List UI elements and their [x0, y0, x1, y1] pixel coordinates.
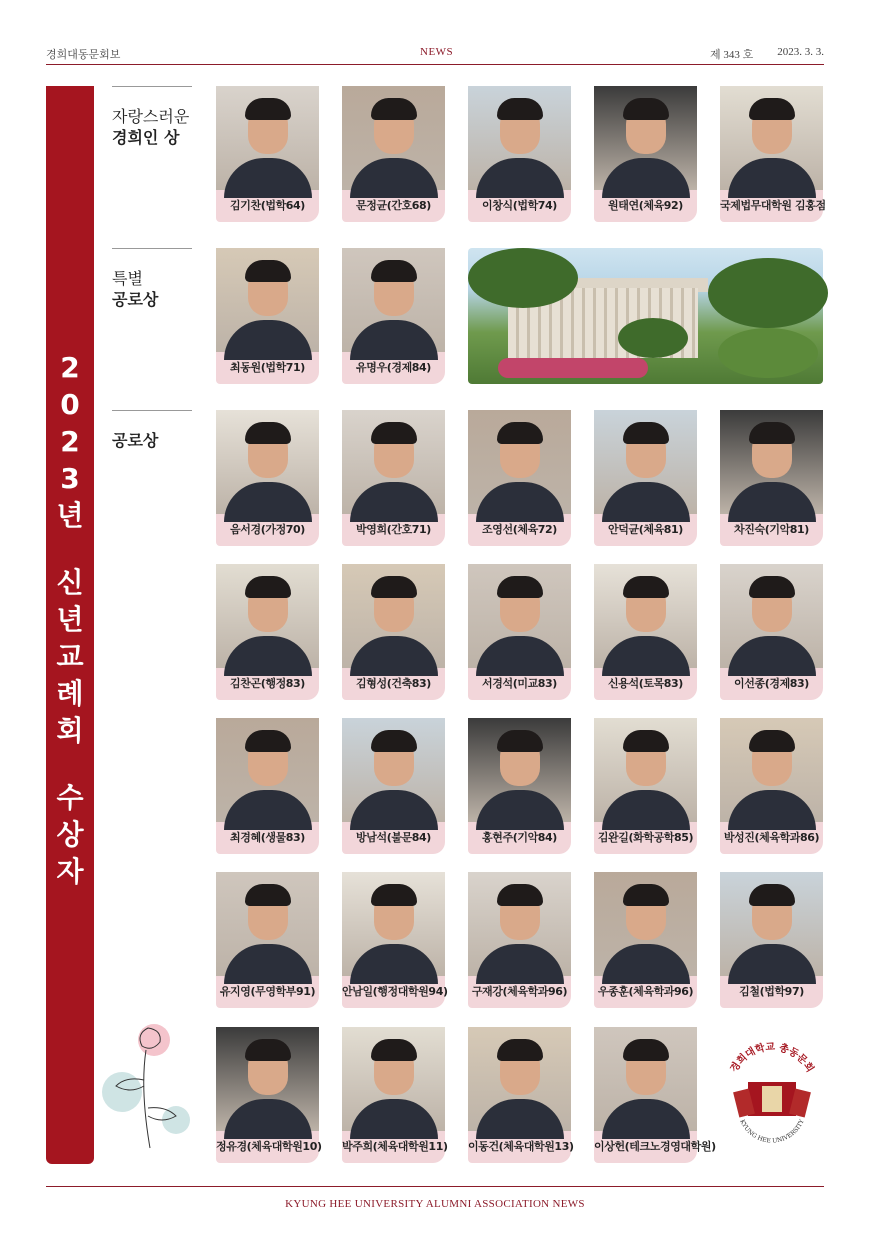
portrait-photo	[720, 718, 823, 822]
portrait-body	[476, 790, 564, 830]
portrait-hair	[623, 98, 669, 120]
portrait-body	[476, 636, 564, 676]
awardee-card	[468, 410, 571, 546]
issue-date: 2023. 3. 3.	[777, 46, 824, 58]
awardee-name: 유지영(무영학부91)	[219, 985, 316, 998]
awardee-name: 홍현주(기악84)	[482, 831, 557, 844]
awardee-name: 김기찬(법학64)	[230, 199, 305, 212]
portrait-hair	[245, 884, 291, 906]
title-char: 2	[60, 351, 80, 384]
awardee-card	[342, 248, 445, 384]
awardee-card	[720, 410, 823, 546]
awardee-name: 이동건(체육대학원13)	[468, 1140, 574, 1153]
portrait-body	[224, 636, 312, 676]
portrait-body	[476, 944, 564, 984]
portrait-body	[350, 944, 438, 984]
section-title-line2: 공로상	[112, 431, 159, 450]
portrait-photo	[720, 86, 823, 190]
portrait-body	[350, 482, 438, 522]
portrait-body	[224, 158, 312, 198]
awardee-card	[594, 564, 697, 700]
awardee-card	[342, 86, 445, 222]
awardee-card	[720, 564, 823, 700]
title-char: 례	[56, 677, 84, 710]
awardee-card	[342, 410, 445, 546]
portrait-photo	[594, 410, 697, 514]
title-char: 3	[60, 462, 80, 495]
section-divider	[112, 248, 192, 249]
portrait-photo	[594, 564, 697, 668]
title-char: 자	[56, 855, 84, 888]
awardee-card	[342, 872, 448, 1008]
section-divider	[112, 410, 192, 411]
title-char: 수	[56, 781, 84, 814]
portrait-photo	[594, 872, 697, 976]
awardee-card	[594, 872, 697, 1008]
awardee-name: 정유경(체육대학원10)	[216, 1140, 322, 1153]
portrait-hair	[749, 884, 795, 906]
portrait-hair	[497, 98, 543, 120]
awardee-name: 이선종(경제83)	[734, 677, 809, 690]
portrait-hair	[245, 730, 291, 752]
portrait-photo	[216, 410, 319, 514]
portrait-hair	[497, 576, 543, 598]
awardee-card	[342, 718, 445, 854]
awardee-name: 조영선(체육72)	[482, 523, 557, 536]
portrait-body	[224, 482, 312, 522]
portrait-hair	[623, 422, 669, 444]
portrait-photo	[342, 86, 445, 190]
awardee-card	[594, 86, 697, 222]
portrait-hair	[497, 884, 543, 906]
portrait-hair	[623, 884, 669, 906]
portrait-hair	[497, 422, 543, 444]
awardee-card	[468, 86, 571, 222]
awardee-card	[468, 1027, 574, 1163]
awardee-name: 방남석(불문84)	[356, 831, 431, 844]
tree	[708, 258, 828, 328]
tree	[468, 248, 578, 308]
title-char: 년	[56, 603, 84, 636]
section-label-proud	[112, 106, 189, 148]
portrait-body	[224, 944, 312, 984]
portrait-body	[350, 1099, 438, 1139]
portrait-photo	[216, 872, 319, 976]
portrait-photo	[342, 718, 445, 822]
awardee-card	[216, 1027, 322, 1163]
portrait-photo	[216, 248, 319, 352]
awardee-name: 안덕균(체육81)	[608, 523, 683, 536]
title-gap	[46, 748, 94, 778]
title-char: 2	[60, 425, 80, 458]
portrait-body	[728, 790, 816, 830]
portrait-hair	[623, 730, 669, 752]
portrait-hair	[749, 98, 795, 120]
awardee-name: 김형성(건축83)	[356, 677, 431, 690]
awardee-card	[720, 86, 826, 222]
awardee-name: 국제법무대학원 김홍점	[720, 199, 826, 212]
awardee-name: 구재강(체육학과96)	[471, 985, 568, 998]
awardee-card	[594, 410, 697, 546]
portrait-hair	[245, 422, 291, 444]
portrait-photo	[468, 718, 571, 822]
publication-name: 경희대동문회보	[46, 48, 121, 61]
issue-number: 제 343 호	[710, 49, 754, 61]
portrait-photo	[594, 86, 697, 190]
portrait-body	[728, 944, 816, 984]
portrait-body	[476, 482, 564, 522]
awardee-name: 문정균(간호68)	[356, 199, 431, 212]
rose-illustration	[96, 1020, 196, 1150]
svg-text:KYUNG HEE UNIVERSITY: KYUNG HEE UNIVERSITY	[738, 1118, 806, 1145]
awardee-name: 박성진(체육학과86)	[723, 831, 820, 844]
portrait-hair	[371, 1039, 417, 1061]
portrait-hair	[749, 576, 795, 598]
title-char: 년	[56, 499, 84, 532]
portrait-body	[602, 944, 690, 984]
portrait-hair	[245, 1039, 291, 1061]
awardee-name: 김완길(화학공학85)	[597, 831, 694, 844]
portrait-body	[350, 320, 438, 360]
awardee-name: 김철(법학97)	[739, 985, 804, 998]
page-header	[46, 44, 824, 66]
awardee-name: 최경혜(생물83)	[230, 831, 305, 844]
portrait-photo	[216, 718, 319, 822]
portrait-photo	[468, 410, 571, 514]
portrait-body	[350, 636, 438, 676]
portrait-hair	[245, 260, 291, 282]
portrait-body	[728, 636, 816, 676]
tree	[718, 328, 818, 378]
portrait-hair	[497, 730, 543, 752]
awardee-name: 우종훈(체육학과96)	[597, 985, 694, 998]
awardee-name: 차진숙(기악81)	[734, 523, 809, 536]
portrait-hair	[497, 1039, 543, 1061]
portrait-photo	[216, 1027, 319, 1131]
portrait-hair	[371, 730, 417, 752]
portrait-photo	[216, 86, 319, 190]
awardee-card	[216, 872, 319, 1008]
section-title-line1: 특별	[112, 269, 143, 288]
portrait-body	[476, 158, 564, 198]
portrait-body	[350, 158, 438, 198]
awardee-name: 김찬곤(행정83)	[230, 677, 305, 690]
portrait-hair	[245, 98, 291, 120]
footer-divider	[46, 1186, 824, 1187]
portrait-body	[602, 636, 690, 676]
awardee-name: 박영희(간호71)	[356, 523, 431, 536]
portrait-photo	[342, 872, 445, 976]
awardee-name: 신용석(토목83)	[608, 677, 683, 690]
portrait-photo	[594, 718, 697, 822]
section-title-line2: 경희인 상	[112, 128, 180, 147]
title-char: 회	[56, 714, 84, 747]
awardee-card	[468, 872, 571, 1008]
awardee-name: 이상헌(테크노경영대학원)	[594, 1140, 716, 1153]
portrait-photo	[216, 564, 319, 668]
portrait-body	[224, 1099, 312, 1139]
awardee-card	[216, 564, 319, 700]
section-label: NEWS	[420, 46, 454, 58]
portrait-hair	[245, 576, 291, 598]
tree	[618, 318, 688, 358]
title-char: 0	[60, 388, 80, 421]
portrait-hair	[371, 884, 417, 906]
awardee-name: 최동원(법학71)	[230, 361, 305, 374]
awardee-name: 음서경(가정70)	[230, 523, 305, 536]
awardee-card	[216, 86, 319, 222]
awardee-name: 안남일(행정대학원94)	[342, 985, 448, 998]
portrait-photo	[468, 872, 571, 976]
awardee-card	[216, 410, 319, 546]
section-title-line1: 자랑스러운	[112, 107, 190, 126]
portrait-body	[602, 482, 690, 522]
portrait-body	[728, 482, 816, 522]
awardee-name: 서경석(미교83)	[482, 677, 557, 690]
portrait-body	[224, 320, 312, 360]
awardee-card	[594, 1027, 716, 1163]
vertical-title	[46, 348, 94, 889]
sidebar-banner	[46, 86, 94, 1164]
portrait-photo	[468, 564, 571, 668]
portrait-photo	[468, 86, 571, 190]
portrait-hair	[371, 422, 417, 444]
awardee-card	[468, 564, 571, 700]
portrait-photo	[594, 1027, 697, 1131]
portrait-photo	[720, 410, 823, 514]
title-char: 상	[56, 818, 84, 851]
portrait-photo	[342, 410, 445, 514]
title-char: 신	[56, 566, 84, 599]
alumni-association-logo	[718, 1040, 826, 1148]
awardee-name: 박주희(체육대학원11)	[342, 1140, 448, 1153]
awardee-card	[342, 1027, 448, 1163]
awardee-name: 이창식(법학74)	[482, 199, 557, 212]
portrait-photo	[342, 1027, 445, 1131]
svg-text:경희대학교 총동문회: 경희대학교 총동문회	[728, 1041, 816, 1075]
campus-photo	[468, 248, 823, 384]
portrait-photo	[720, 872, 823, 976]
footer-text: KYUNG HEE UNIVERSITY ALUMNI ASSOCIATION NEWS	[285, 1198, 585, 1210]
awardee-name: 유명우(경제84)	[356, 361, 431, 374]
portrait-body	[602, 790, 690, 830]
portrait-photo	[342, 564, 445, 668]
portrait-photo	[468, 1027, 571, 1131]
awardee-card	[594, 718, 697, 854]
portrait-body	[602, 1099, 690, 1139]
portrait-body	[350, 790, 438, 830]
flower-bed	[498, 358, 648, 378]
section-label-special	[112, 268, 158, 310]
awardee-card	[216, 718, 319, 854]
title-gap	[46, 533, 94, 563]
section-title-line2: 공로상	[112, 290, 159, 309]
portrait-hair	[623, 576, 669, 598]
portrait-body	[476, 1099, 564, 1139]
awardee-card	[342, 564, 445, 700]
portrait-body	[224, 790, 312, 830]
portrait-hair	[371, 576, 417, 598]
portrait-hair	[371, 260, 417, 282]
section-label-merit	[112, 430, 158, 451]
portrait-hair	[749, 422, 795, 444]
portrait-hair	[623, 1039, 669, 1061]
awardee-name: 원태연(체육92)	[608, 199, 683, 212]
portrait-body	[728, 158, 816, 198]
title-char: 교	[56, 640, 84, 673]
awardee-card	[720, 872, 823, 1008]
portrait-photo	[720, 564, 823, 668]
header-divider	[46, 64, 824, 65]
section-divider	[112, 86, 192, 87]
portrait-hair	[749, 730, 795, 752]
awardee-card	[720, 718, 823, 854]
portrait-photo	[342, 248, 445, 352]
portrait-body	[602, 158, 690, 198]
awardee-card	[468, 718, 571, 854]
awardee-card	[216, 248, 319, 384]
portrait-hair	[371, 98, 417, 120]
